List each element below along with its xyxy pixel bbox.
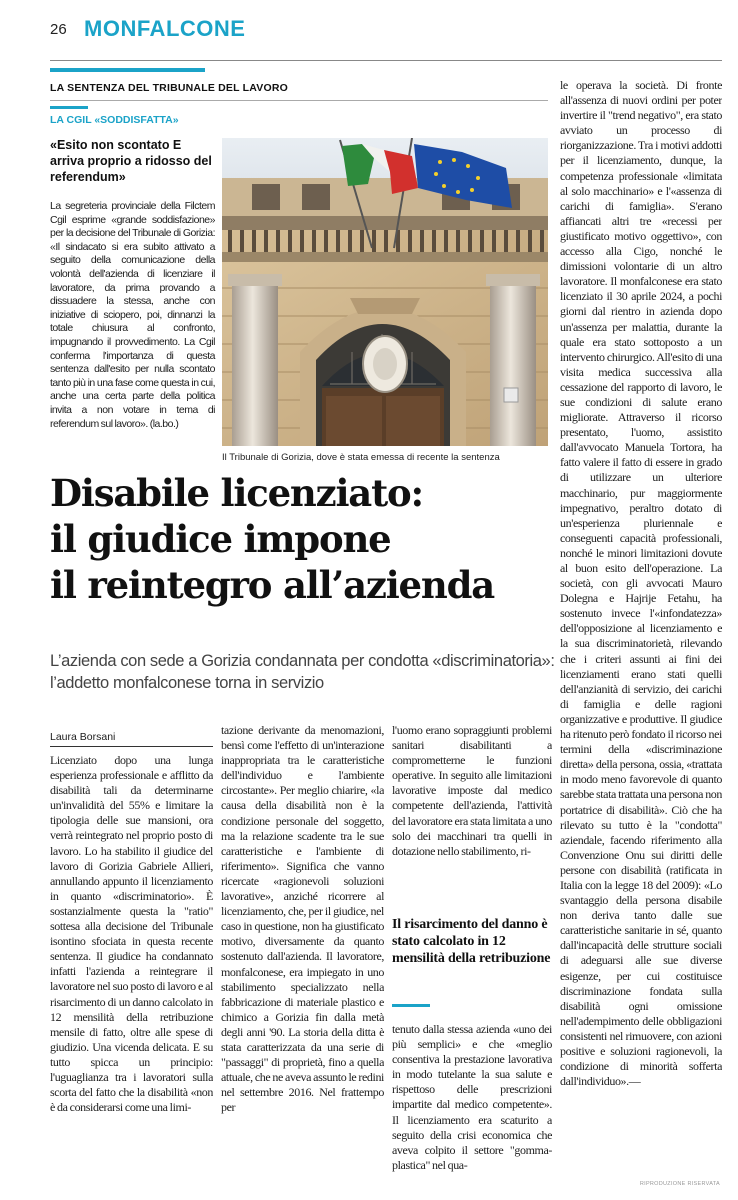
page-number: 26	[50, 21, 67, 38]
copyright-note: RIPRODUZIONE RISERVATA	[639, 1181, 720, 1187]
headline-line-3: il reintegro all’azienda	[50, 563, 495, 607]
subheadline: L’azienda con sede a Gorizia condannata per condotta «discriminatoria»: l’addetto monfalconese torna in servizio	[50, 652, 555, 692]
sidebar-body: La segreteria provinciale della Filctem Cgil esprime «grande soddisfazione» per la decisione del Tribunale di Gorizia: «Il sindacato si era subito attivato a seguito della comunicazione della volontà dell'azienda di licenziare il lavoratore, da prima provando a dissuadere la stessa, anche con iniziative di sciopero, poi, dinnanzi la totale chiusura al confronto, impugnando il provvedimento. La Cgil conferma l'importanza di questa sentenza dall'esito per nulla scontato tanto più in una fase come questa in cui, anche una certa parte della politica invita a non votare in tema di referendum sul lavoro». (la.bo.)	[50, 200, 215, 430]
article-column-1: Licenziato dopo una lunga esperienza professionale e afflitto da disabilità tali da determinarne un'invalidità del 55% e limitare la tipologia delle sue mansioni, ora verrà reintegrato nel proprio posto di lavoro. Lo ha stabilito il giudice del lavoro di Gorizia Gabriele Allieri, annullando appunto il licenziamento in quanto «discriminatorio». È sostanzialmente questa la "ratio" sottesa alla decisione del Tribunale isontino sfociata in questa recente sentenza. Il giudice ha condannato infatti l'azienda a reintegrare il lavoratore nel suo posto di lavoro e al risarcimento di un danno calcolato in 12 mensilità della retribuzione mensile di fatto, oltre alle spese di giudizio. Una vicenda delicata. E su tutto spicca un principio: l'uguaglianza tra i lavoratori sulla scorta del fatto che la disabilità «non è da considerarsi come una limi-	[50, 753, 213, 1115]
headline-line-1: Disabile licenziato:	[50, 471, 423, 515]
byline-divider	[50, 746, 213, 747]
pull-quote: Il risarcimento del danno è stato calcolato in 12 mensilità della retribuzione	[392, 917, 551, 966]
header-divider	[50, 60, 722, 61]
sidebar-kicker: LA CGIL «SODDISFATTA»	[50, 114, 179, 126]
article-column-3-top: l'uomo erano sopraggiunti problemi sanitari disabilitanti a comprometterne le funzioni operative. In seguito alle limitazioni lavorative imposte dal medico competente dell'azienda, l'attività del lavoratore era stata limitata a uno solo dei macchinari tra quelli in dotazione nello stabilimento, ri-	[392, 723, 552, 858]
article-kicker: LA SENTENZA DEL TRIBUNALE DEL LAVORO	[50, 82, 289, 94]
article-column-3-bottom: tenuto dalla stessa azienda «uno dei più semplici» e che «meglio consentiva la prestazione lavorativa in modo tutelante la sua salute e rispettoso delle prescrizioni impartite dal medico competente». Il licenziamento era scaturito a seguito della crisi economica che aveva colpito il settore "gomma-plastica" nel qua-	[392, 1022, 552, 1172]
article-column-4: le operava la società. Di fronte all'assenza di nuovi ordini per poter invertire il "trend negativo", era stato avviato un processo di riorganizzazione. Tra i motivi addotti per il licenziamento, dunque, la competenza professionale «limitata al solo macchinario» e l'«assenza di carichi di famiglia». S'erano affiancati altri tre «recessi per giustificato motivo oggettivo», con accesso alla Cigo, nonché le dimissioni volontarie di un altro lavoratore. Il monfalconese era stato licenziato il 30 aprile 2024, a pochi giorni dal rientro in azienda dopo un'assenza per malattia, durante la quale era stato sottoposto a un intervento chirurgico. All'esito di una visita medica successiva alla cessazione del rapporto di lavoro, le sue condizioni di salute erano migliorate. Attraverso il ricorso presentato, l'uomo, assistito dall'avvocato Manuela Tortora, ha fatto valere il fatto di essere in grado di utilizzare un ulteriore macchinario, pur maggiormente impegnativo, peraltro dotato di un'esperienza pluriennale e conseguenti capacità professionali, nonché le minori limitazioni dovute al buon esito dell'operazione. La società, con gli avvocati Mauro Dolegna e Hajrije Fetahu, ha sostenuto invece l'«infondatezza» dell'opposizione al licenziamento e la sua discriminatorietà, rilevando che i criteri assunti ai fini dei licenziamenti erano stati quelli dell'anzianità di servizio, dei carichi di famiglia e delle ragioni organizzative e produttive. Il giudice ha ritenuto però fondato il ricorso nei termini della «discriminazione diretta» della persona, ossia, «trattata in modo meno favorevole di quanto sarebbe stata trattata una persona non portatrice di disabilità». Ciò che ha rilevato su tutto è la "condotta" aziendale, facendo riferimento alla Convenzione Onu sui diritti delle persone con disabilità (ratificata in Italia con la legge 18 del 2009): «Lo svantaggio della persona disabile non deriva tanto dalle sue caratteristiche sanitarie in sé, quanto dall'incapacità delle strutture sociali di adeguarsi alle sue diverse esigenze, per cui costituisce discriminazione fondata sulla disabilità ogni omissione nell'adempimento delle obbligazioni consistenti nel rimuovere, con azioni positive e soluzioni ragionevoli, la condizione di minorità sofferta dall'individuo».—	[560, 78, 722, 1089]
pull-quote-accent-bar	[392, 1004, 430, 1007]
sidebar-accent-bar	[50, 106, 88, 109]
byline: Laura Borsani	[50, 731, 116, 743]
tribunal-photo	[222, 138, 548, 446]
kicker-divider	[50, 100, 548, 101]
tribunal-building-image	[222, 138, 548, 446]
kicker-accent-bar	[50, 68, 205, 72]
section-name: MONFALCONE	[84, 16, 246, 41]
headline-line-2: il giudice impone	[50, 517, 391, 561]
sidebar-title: «Esito non scontato E arriva proprio a ridosso del referendum»	[50, 138, 212, 184]
headline	[50, 470, 550, 608]
photo-caption: Il Tribunale di Gorizia, dove è stata emessa di recente la sentenza	[222, 452, 500, 463]
page-header	[0, 0, 738, 66]
article-column-2: tazione derivante da menomazioni, bensì come l'effetto di un'interazione inappropriata tra le caratteristiche dell'individuo e l'ambiente circostante». Per meglio chiarire, «la causa della disabilità non è la condizione personale del soggetto, ma la relazione scadente tra le sue caratteristiche e l'ambiente di riferimento». Significa che vanno ricercate «ragionevoli soluzioni lavorative», anziché ricorrere al licenziamento, che, per il giudice, nel caso in questione, non ha giustificato motivo, diversamente da quanto sostenuto dall'azienda. Il lavoratore, monfalconese, era impiegato in uno stabilimento specializzato nella fabbricazione di materiale plastico e chimico a Gorizia fin dalla metà degli anni '90. La storia della ditta è stata caratterizzata da una serie di "passaggi" di proprietà, fino a quella attuale, che ne aveva assunto le redini nel settembre 2016. Nel frattempo per	[221, 723, 384, 1115]
